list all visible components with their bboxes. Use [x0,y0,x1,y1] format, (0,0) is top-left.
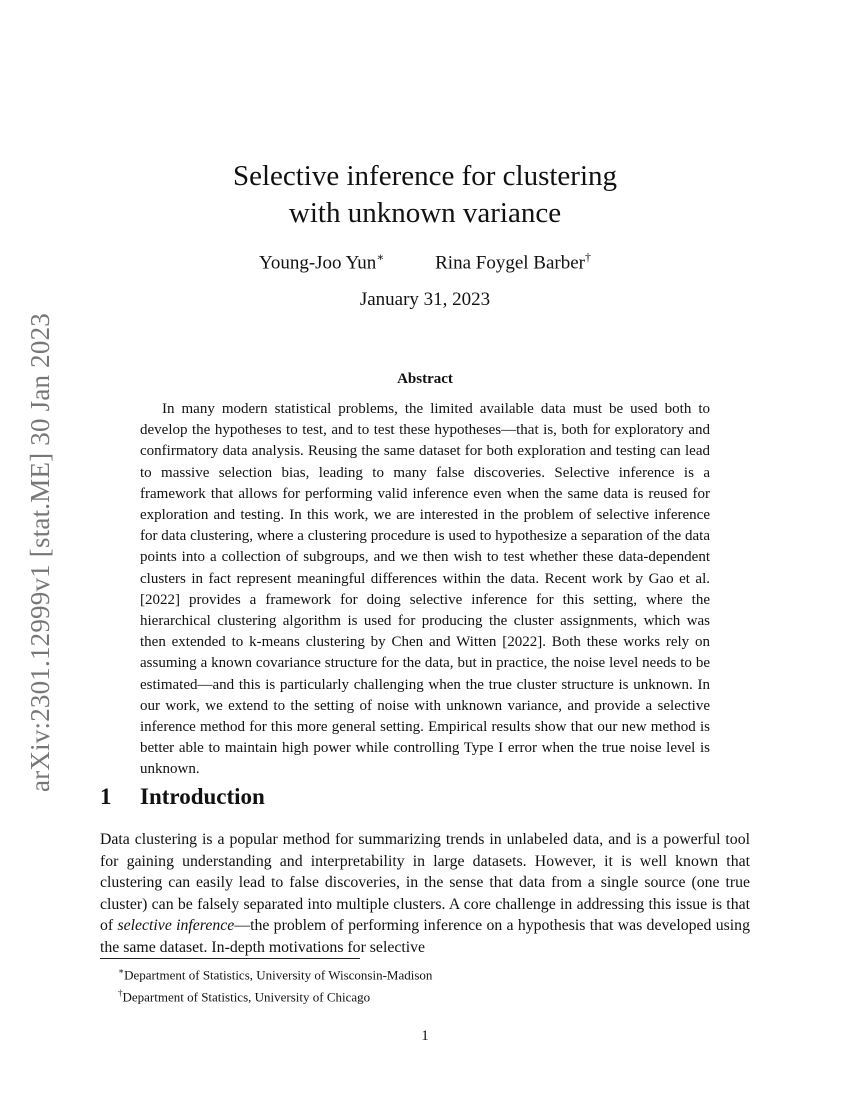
author-2-footnote-mark: † [584,250,591,264]
introduction-text-part-1: Data clustering is a popular method for summarizing trends in unlabeled data, and is a powerful tool for gaining understanding and interpretability in large datasets. However, it is well known that clustering can easily lead to false discoveries, in the sense that data from a single source (one true cluster) can be falsely separated into multiple clusters. A core challenge in addressing this issue is that of [100,831,750,935]
footnote-1-text: Department of Statistics, University of Wisconsin-Madison [124,967,433,983]
section-number: 1 [100,784,112,809]
footnote-1 [100,962,750,984]
abstract-heading: Abstract [397,371,453,387]
footnote-1-mark: ∗ [118,966,125,976]
footnote-divider [100,958,360,959]
paper-title-line-2: with unknown variance [288,197,562,229]
footnote-2-text: Department of Statistics, University of Chicago [122,989,371,1005]
author-2 [435,250,591,274]
author-2-name: Rina Foygel Barber [435,252,585,274]
introduction-paragraph [100,829,750,959]
page-number: 1 [421,1028,429,1044]
paper-title-line-1: Selective inference for clustering [232,160,618,192]
abstract-body: In many modern statistical problems, the limited available data must be used both to develop the hypotheses to test, and to test these hypotheses—that is, both for exploratory and confirmatory data analysis. Reusing the same dataset for both exploration and testing can lead to massive selection bias, leading to many false discoveries. Selective inference is a framework that allows for performing valid inference even when the same data is reused for exploration and testing. In this work, we are interested in the problem of selective inference for data clustering, where a clustering procedure is used to hypothesize a separation of the data points into a collection of subgroups, and we then wish to test whether these data-dependent clusters in fact represent meaningful differences within the data. Recent work by Gao et al. [2022] provides a framework for doing selective inference for this setting, where the hierarchical clustering algorithm is used for producing the cluster assignments, which was then extended to k-means clustering by Chen and Witten [2022]. Both these works rely on assuming a known covariance structure for the data, but in practice, the noise level needs to be estimated—and this is particularly challenging when the true cluster structure is unknown. In our work, we extend to the setting of noise with unknown variance, and provide a selective inference method for this more general setting. Empirical results show that our new method is better able to maintain high power while controlling Type I error when the true noise level is unknown. [140,401,710,778]
introduction-emphasis: selective inference [117,917,235,935]
footnote-2 [100,984,750,1006]
author-1 [259,250,384,274]
arxiv-identifier-text: arXiv:2301.12999v1 [stat.ME] 30 Jan 2023 [24,313,55,792]
author-list [0,250,850,274]
footnote-2-mark: † [118,988,123,999]
section-heading-introduction [100,784,265,810]
author-1-footnote-mark: ∗ [376,250,385,264]
introduction-text-part-2: —the problem of performing inference on a hypothesis that was developed using the same dataset. In-depth motivations for selective [100,917,750,956]
section-title: Introduction [140,784,265,809]
footnotes [100,962,750,1007]
paper-title [0,158,850,232]
publication-date: January 31, 2023 [359,289,491,310]
arxiv-identifier-stamp [15,290,65,815]
author-1-name: Young-Joo Yun [259,252,377,274]
